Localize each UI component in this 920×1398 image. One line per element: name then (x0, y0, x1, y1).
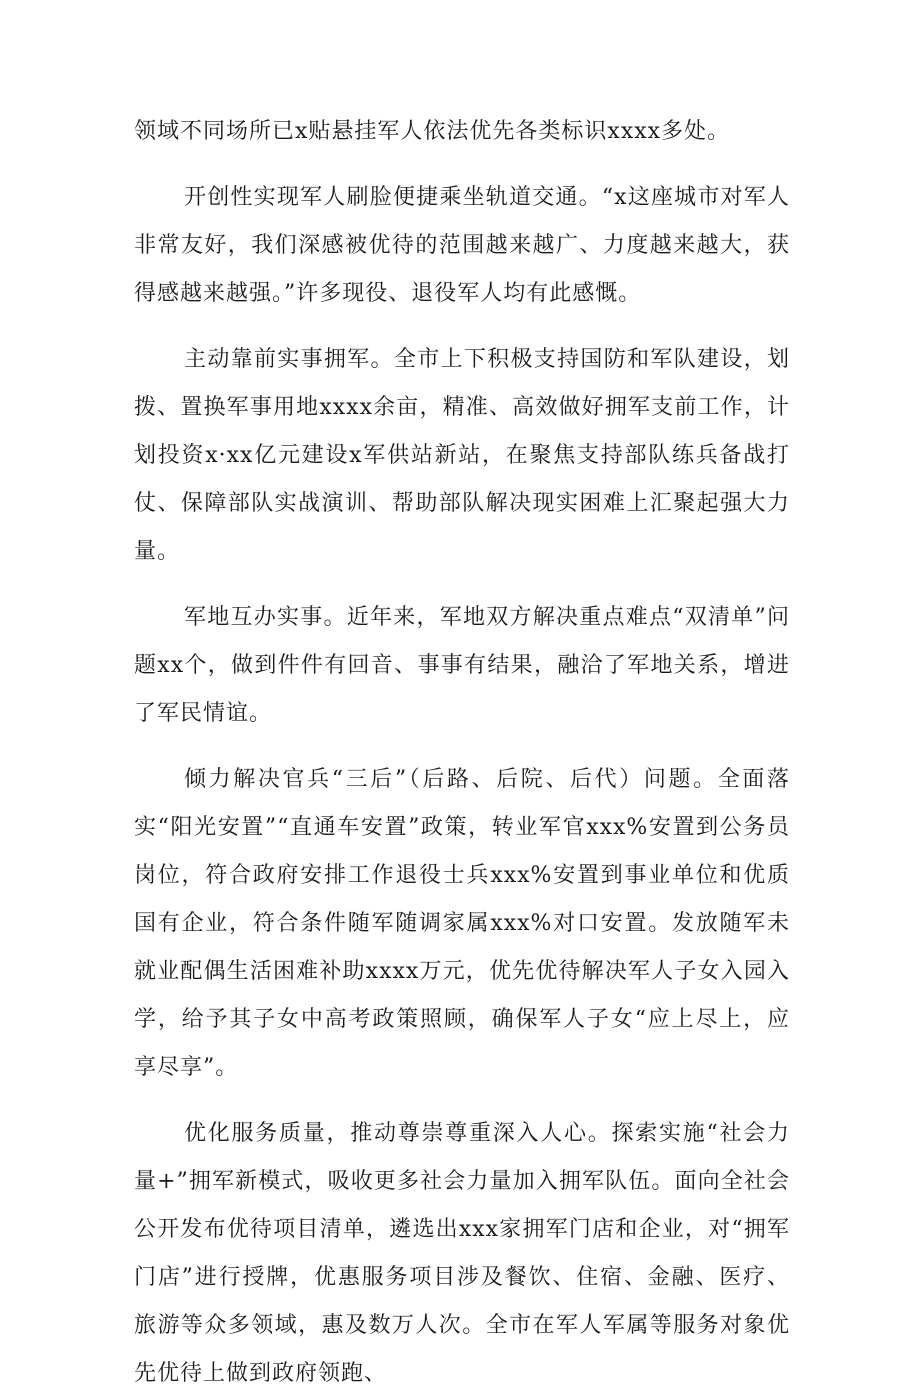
paragraph-2: 开创性实现军人刷脸便捷乘坐轨道交通。“x这座城市对军人非常友好，我们深感被优待的范围越来越广、力度越来越大，获得感越来越强。”许多现役、退役军人均有此感慨。 (134, 185, 790, 306)
paragraph-3: 主动靠前实事拥军。全市上下积极支持国防和军队建设，划拨、置换军事用地xxxx余亩，精准、高效做好拥军支前工作，计划投资x·xx亿元建设x军供站新站，在聚焦支持部队练兵备战打仗、保障部队实战演训、帮助部队解决现实困难上汇聚起强大力量。 (134, 347, 790, 564)
document-body (134, 108, 790, 1398)
paragraph-5: 倾力解决官兵“三后”（后路、后院、后代）问题。全面落实“阳光安置”“直通车安置”政策，转业军官xxx%安置到公务员岗位，符合政府安排工作退役士兵xxx%安置到事业单位和优质国有企业，符合条件随军随调家属xxx%对口安置。发放随军未就业配偶生活困难补助xxxx万元，优先优待解决军人子女入园入学，给予其子女中高考政策照顾，确保军人子女“应上尽上，应享尽享”。 (134, 767, 790, 1080)
paragraph-4: 军地互办实事。近年来，军地双方解决重点难点“双清单”问题xx个，做到件件有回音、事事有结果，融洽了军地关系，增进了军民情谊。 (134, 605, 790, 726)
paragraph-1: 领域不同场所已x贴悬挂军人依法优先各类标识xxxx多处。 (134, 119, 731, 144)
paragraph-6: 优化服务质量，推动尊崇尊重深入人心。探索实施“社会力量+”拥军新模式，吸收更多社会力量加入拥军队伍。面向全社会公开发布优待项目清单，遴选出xxx家拥军门店和企业，对“拥军门店”进行授牌，优惠服务项目涉及餐饮、住宿、金融、医疗、旅游等众多领域，惠及数万人次。全市在军人军属等服务对象优先优待上做到政府领跑、 (134, 1121, 790, 1386)
